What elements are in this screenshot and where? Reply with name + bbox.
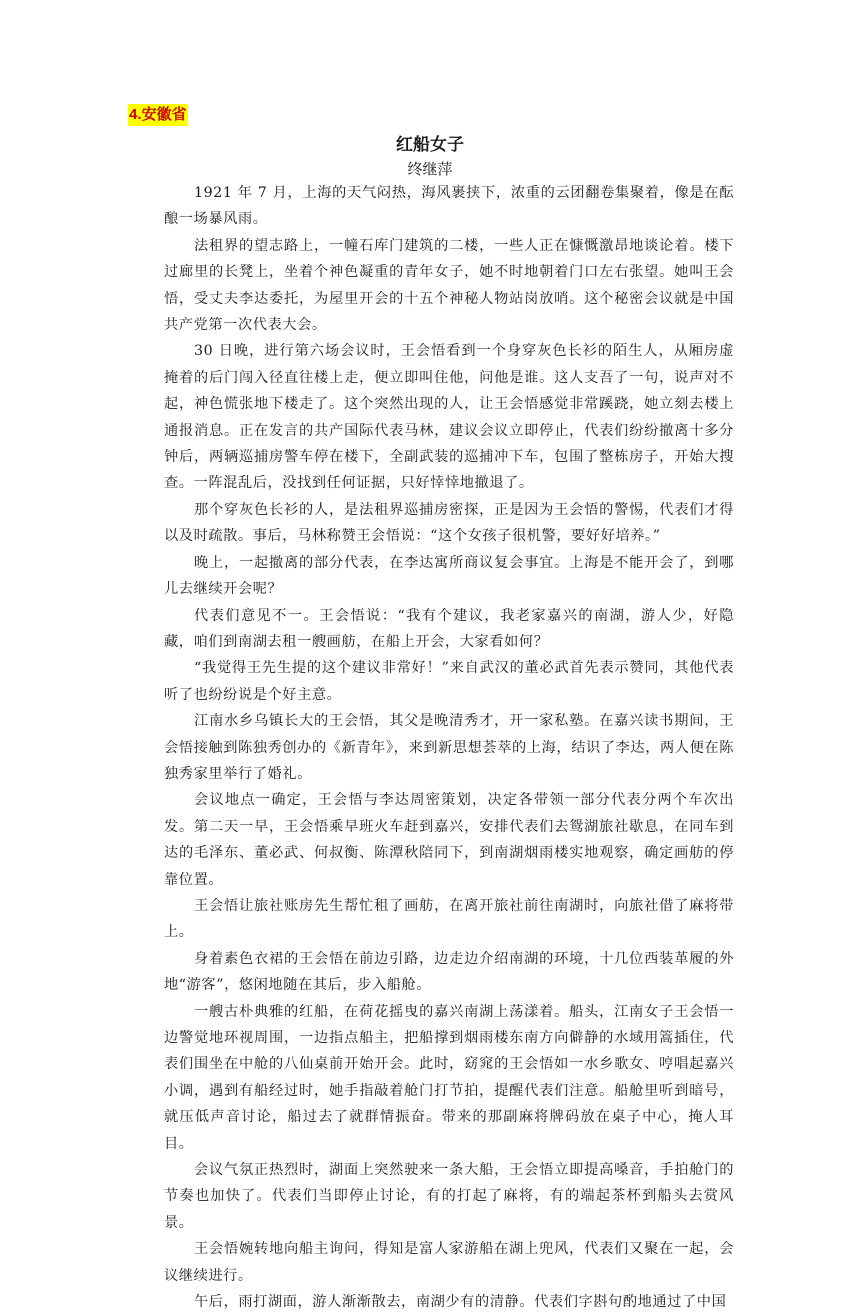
paragraph-2: 法租界的望志路上，一幢石库门建筑的二楼，一些人正在慷慨激昂地谈论着。楼下过廊里的长凳上，坐着个神色凝重的青年女子，她不时地朝着门口左右张望。她叫王会悟，受丈夫李达委托，为屋里开会的十五个神秘人物站岗放哨。这个秘密会议就是中国共产党第一次代表大会。 xyxy=(164,237,734,334)
paragraph-6: 代表们意见不一。王会悟说：“我有个建议，我老家嘉兴的南湖，游人少，好隐藏，咱们到南湖去租一艘画舫，在船上开会，大家看如何？ xyxy=(164,607,734,650)
paragraph-7: “我觉得王先生提的这个建议非常好！”来自武汉的董必武首先表示赞同，其他代表听了也纷纷说是个好主意。 xyxy=(164,660,734,703)
paragraph-5: 晚上，一起撤离的部分代表，在李达寓所商议复会事宜。上海是不能开会了，到哪儿去继续开会呢？ xyxy=(164,554,734,598)
article-body xyxy=(164,180,734,1315)
paragraph-8: 江南水乡乌镇长大的王会悟，其父是晚清秀才，开一家私塾。在嘉兴读书期间，王会悟接触到陈独秀创办的《新青年》，来到新思想荟萃的上海，结识了李达，两人便在陈独秀家里举行了婚礼。 xyxy=(164,713,734,782)
paragraph-10: 王会悟让旅社账房先生帮忙租了画舫，在离开旅社前往南湖时，向旅社借了麻将带上。 xyxy=(164,897,734,941)
paragraph-3: 30 日晚，进行第六场会议时，王会悟看到一个身穿灰色长衫的陌生人，从厢房虚掩着的后门闯入径直往楼上走，便立即叫住他，问他是谁。这人支吾了一句，说声对不起，神色慌张地下楼走了。这个突然出现的人，让王会悟感觉非常蹊跷，她立刻去楼上通报消息。正在发言的共产国际代表马林，建议会议立即停止，代表们纷纷撤离十多分钟后，两辆巡捕房警车停在楼下，全副武装的巡捕冲下车，包围了整栋房子，开始大搜查。一阵混乱后，没找到任何证据，只好悻悻地撤退了。 xyxy=(164,343,734,492)
paragraph-12: 一艘古朴典雅的红船，在荷花摇曳的嘉兴南湖上荡漾着。船头，江南女子王会悟一边警觉地环视周围，一边指点船主，把船撑到烟雨楼东南方向僻静的水域用篙插住，代表们围坐在中舱的八仙桌前开始开会。此时，窈窕的王会悟如一水乡歌女、哼唱起嘉兴小调，遇到有船经过时，她手指敲着舱门打节拍，提醒代表们注意。船舱里听到暗号，就压低声音讨论，船过去了就群情振奋。带来的那副麻将牌码放在桌子中心，掩人耳目。 xyxy=(164,1003,734,1152)
paragraph-4: 那个穿灰色长衫的人，是法租界巡捕房密探，正是因为王会悟的警惕，代表们才得以及时疏散。事后，马林称赞王会悟说：“这个女孩子很机警，要好好培养。” xyxy=(164,501,734,545)
paragraph-13: 会议气氛正热烈时，湖面上突然驶来一条大船，王会悟立即提高嗓音，手拍舱门的节奏也加快了。代表们当即停止讨论，有的打起了麻将，有的端起茶杯到船头去赏风景。 xyxy=(164,1162,734,1231)
article-title: 红船女子 xyxy=(396,135,464,155)
section-tag: 4.安徽省 xyxy=(128,104,188,126)
paragraph-15: 午后，雨打湖面，游人渐渐散去，南湖少有的清静。代表们字斟句酌地通过了中国 xyxy=(194,1294,727,1311)
paragraph-14: 王会悟婉转地向船主询问，得知是富人家游船在湖上兜风，代表们又聚在一起，会议继续进行。 xyxy=(164,1241,734,1284)
paragraph-11: 身着素色衣裙的王会悟在前边引路，边走边介绍南湖的环境，十几位西装革履的外地“游客”，悠闲地随在其后，步入船舱。 xyxy=(164,950,734,994)
article-author: 终继萍 xyxy=(407,160,453,178)
paragraph-1: 1921 年 7 月，上海的天气闷热，海风裹挟下，浓重的云团翻卷集聚着，像是在酝酿一场暴风雨。 xyxy=(164,185,734,228)
paragraph-9: 会议地点一确定，王会悟与李达周密策划，决定各带领一部分代表分两个车次出发。第二天一早，王会悟乘早班火车赶到嘉兴，安排代表们去鸳湖旅社歇息，在同车到达的毛泽东、董必武、何叔衡、陈潭秋陪同下，到南湖烟雨楼实地观察，确定画舫的停靠位置。 xyxy=(164,792,734,888)
